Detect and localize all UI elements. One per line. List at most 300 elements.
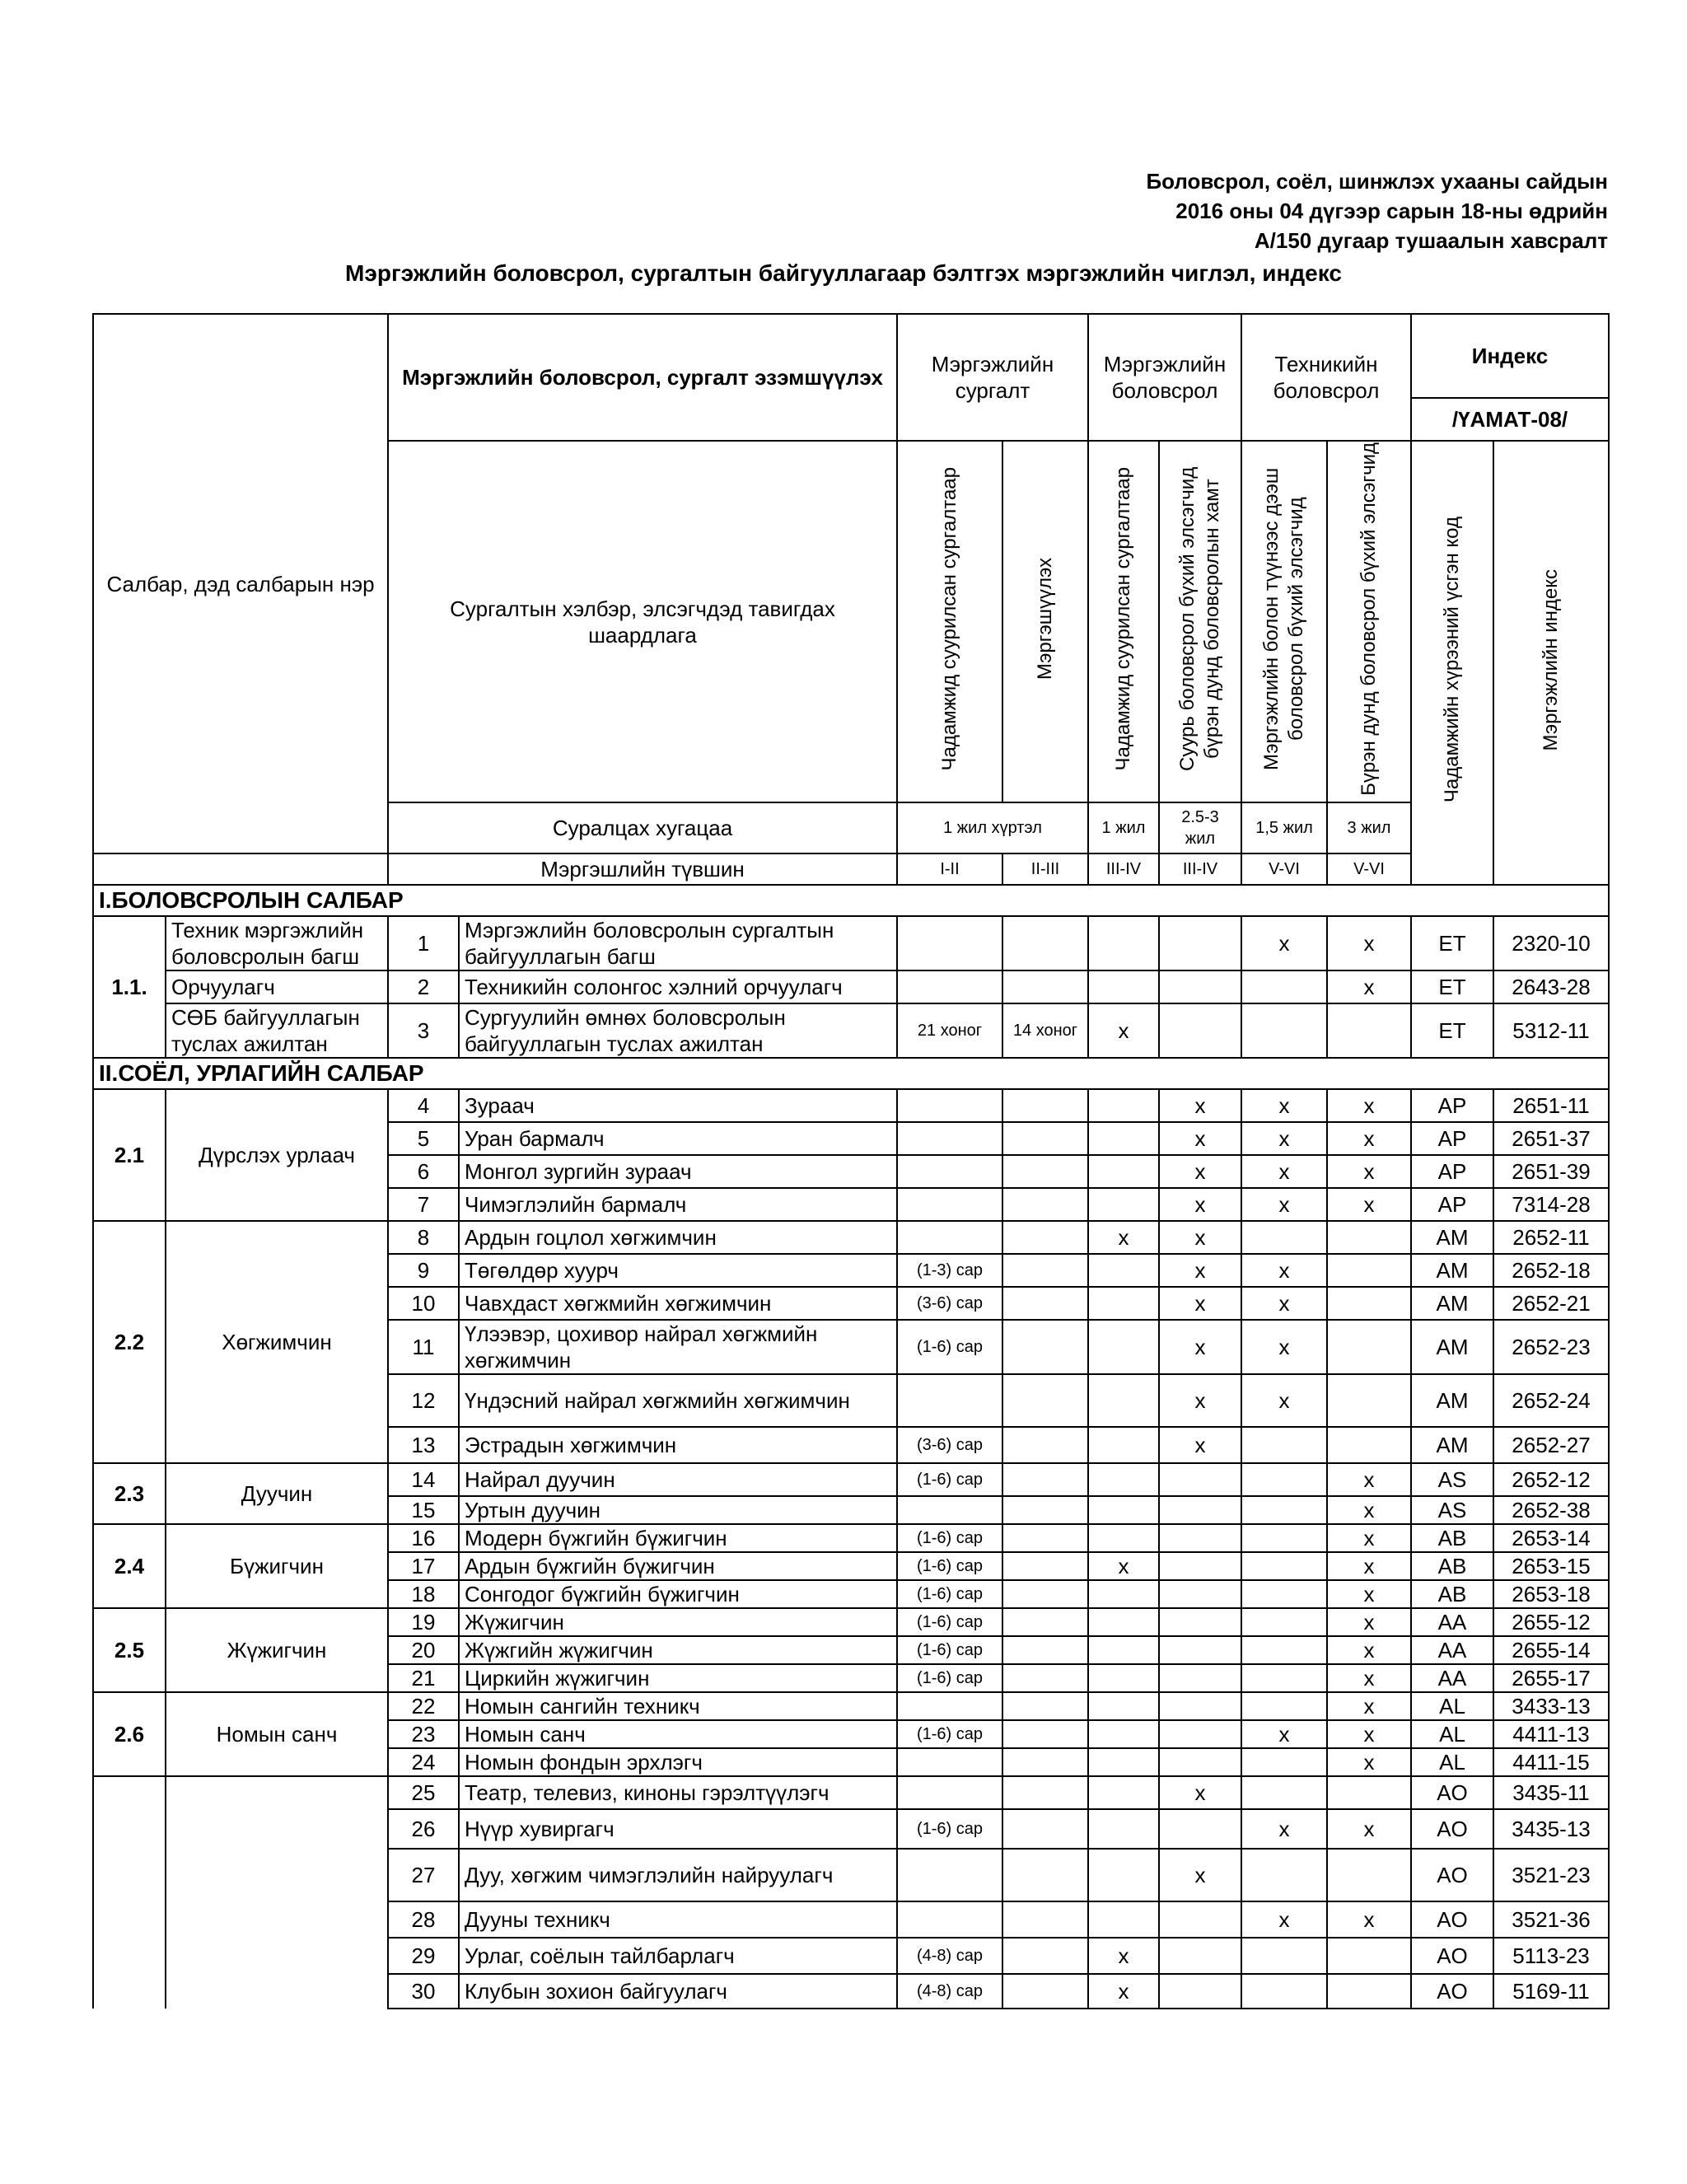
cell-c3 xyxy=(1088,1748,1159,1776)
profession-name: Уртын дуучин xyxy=(459,1496,897,1524)
cell-c3: x xyxy=(1088,1552,1159,1580)
cell-c2 xyxy=(1002,1974,1088,2009)
row-number: 2 xyxy=(388,970,459,1003)
profession-name: Театр, телевиз, киноны гэрэлтүүлэгч xyxy=(459,1776,897,1809)
row-number: 30 xyxy=(388,1974,459,2009)
row-number: 27 xyxy=(388,1849,459,1901)
cell-c1 xyxy=(897,916,1002,970)
letter-code: AO xyxy=(1411,1974,1493,2009)
cell-c6 xyxy=(1327,1849,1411,1901)
cell-c5: x xyxy=(1241,1188,1327,1221)
profession-name: Жүжгийн жүжигчин xyxy=(459,1636,897,1664)
cell-c6: x xyxy=(1327,1748,1411,1776)
row-number: 28 xyxy=(388,1901,459,1938)
profession-name: Найрал дуучин xyxy=(459,1463,897,1496)
prof-index: 2652-23 xyxy=(1493,1320,1609,1374)
cell-c1: (1-6) сар xyxy=(897,1608,1002,1636)
header-level-2: II-III xyxy=(1002,853,1088,885)
cell-c2 xyxy=(1002,1320,1088,1374)
cell-c6 xyxy=(1327,1003,1411,1058)
cell-c6: x xyxy=(1327,1580,1411,1608)
cell-c1: (1-6) сар xyxy=(897,1552,1002,1580)
cell-c4 xyxy=(1159,916,1241,970)
section-header: I.БОЛОВСРОЛЫН САЛБАР xyxy=(93,885,1609,916)
letter-code: AS xyxy=(1411,1496,1493,1524)
cell-c1: (3-6) сар xyxy=(897,1287,1002,1320)
cell-c4 xyxy=(1159,970,1241,1003)
cell-c5 xyxy=(1241,970,1327,1003)
cell-c5: x xyxy=(1241,1287,1327,1320)
table-row xyxy=(93,1463,1609,1496)
header-col-professional-edu: Мэргэжлийн болон түүнээс дээш боловсрол бүхий элсэгчид xyxy=(1241,441,1327,802)
cell-c5 xyxy=(1241,1849,1327,1901)
cell-c2 xyxy=(1002,1938,1088,1974)
prof-index: 2643-28 xyxy=(1493,970,1609,1003)
cell-c5 xyxy=(1241,1974,1327,2009)
header-level-label: Мэргэшлийн түвшин xyxy=(388,853,897,885)
cell-c5 xyxy=(1241,1427,1327,1463)
letter-code: AB xyxy=(1411,1524,1493,1552)
cell-c1 xyxy=(897,1221,1002,1254)
cell-c1 xyxy=(897,1374,1002,1427)
header-level-4: III-IV xyxy=(1159,853,1241,885)
letter-code: AM xyxy=(1411,1221,1493,1254)
cell-c6: x xyxy=(1327,1608,1411,1636)
cell-c3 xyxy=(1088,1089,1159,1122)
group-code: 2.4 xyxy=(93,1524,166,1608)
row-number: 9 xyxy=(388,1254,459,1287)
header-prof-acquisition: Мэргэжлийн боловсрол, сургалт эзэмшүүлэх xyxy=(388,314,897,441)
cell-c4: x xyxy=(1159,1188,1241,1221)
cell-c3 xyxy=(1088,1849,1159,1901)
cell-c6: x xyxy=(1327,1188,1411,1221)
cell-c4: x xyxy=(1159,1254,1241,1287)
cell-c2 xyxy=(1002,1122,1088,1155)
cell-c5 xyxy=(1241,1608,1327,1636)
cell-c5: x xyxy=(1241,1901,1327,1938)
cell-c3 xyxy=(1088,1901,1159,1938)
row-number: 16 xyxy=(388,1524,459,1552)
profession-name: Техникийн солонгос хэлний орчуулагч xyxy=(459,970,897,1003)
header-col-letter-code: Чадамжийн хүрээний үсгэн код xyxy=(1411,441,1493,885)
header-group-technical: Техникийн боловсрол xyxy=(1241,314,1411,441)
cell-c1 xyxy=(897,970,1002,1003)
cell-c2 xyxy=(1002,1580,1088,1608)
profession-name: Чавхдаст хөгжмийн хөгжимчин xyxy=(459,1287,897,1320)
letter-code: AL xyxy=(1411,1692,1493,1720)
profession-name: Сургуулийн өмнөх боловсролын байгууллагын туслах ажилтан xyxy=(459,1003,897,1058)
letter-code: ET xyxy=(1411,1003,1493,1058)
cell-c5 xyxy=(1241,1221,1327,1254)
cell-c3 xyxy=(1088,1664,1159,1692)
prof-index: 2652-11 xyxy=(1493,1221,1609,1254)
letter-code: AO xyxy=(1411,1809,1493,1849)
row-number: 22 xyxy=(388,1692,459,1720)
cell-c2 xyxy=(1002,1692,1088,1720)
cell-c4: x xyxy=(1159,1122,1241,1155)
group-name: Дуучин xyxy=(166,1463,388,1524)
cell-c4 xyxy=(1159,1901,1241,1938)
header-col-prof-index: Мэргэжлийн индекс xyxy=(1493,441,1609,885)
cell-c4 xyxy=(1159,1720,1241,1748)
prof-index: 5169-11 xyxy=(1493,1974,1609,2009)
cell-c1: (4-8) сар xyxy=(897,1974,1002,2009)
cell-c2 xyxy=(1002,1849,1088,1901)
cell-c1: (4-8) сар xyxy=(897,1938,1002,1974)
group-name: Жүжигчин xyxy=(166,1608,388,1692)
row-number: 20 xyxy=(388,1636,459,1664)
header-line-1: Боловсрол, соёл, шинжлэх ухааны сайдын xyxy=(1146,169,1608,194)
row-number: 6 xyxy=(388,1155,459,1188)
subsector-name: СӨБ байгууллагын туслах ажилтан xyxy=(166,1003,388,1058)
letter-code: AO xyxy=(1411,1776,1493,1809)
letter-code: AB xyxy=(1411,1552,1493,1580)
group-name: Хөгжимчин xyxy=(166,1221,388,1463)
cell-c4 xyxy=(1159,1692,1241,1720)
cell-c6 xyxy=(1327,1287,1411,1320)
cell-c1 xyxy=(897,1496,1002,1524)
cell-c4 xyxy=(1159,1938,1241,1974)
profession-name: Сонгодог бүжгийн бүжигчин xyxy=(459,1580,897,1608)
row-number: 4 xyxy=(388,1089,459,1122)
cell-c1: (1-6) сар xyxy=(897,1580,1002,1608)
header-duration-4: 2.5-3 жил xyxy=(1159,802,1241,853)
prof-index: 3433-13 xyxy=(1493,1692,1609,1720)
row-number: 26 xyxy=(388,1809,459,1849)
prof-index: 2655-17 xyxy=(1493,1664,1609,1692)
cell-c4: x xyxy=(1159,1155,1241,1188)
prof-index: 2652-12 xyxy=(1493,1463,1609,1496)
cell-c6: x xyxy=(1327,970,1411,1003)
cell-c4 xyxy=(1159,1974,1241,2009)
cell-c5 xyxy=(1241,1938,1327,1974)
cell-c6 xyxy=(1327,1320,1411,1374)
row-number: 24 xyxy=(388,1748,459,1776)
row-number: 12 xyxy=(388,1374,459,1427)
profession-name: Номын фондын эрхлэгч xyxy=(459,1748,897,1776)
prof-index: 2651-39 xyxy=(1493,1155,1609,1188)
header-col-competency-voc: Чадамжид суурилсан сургалтаар xyxy=(1088,441,1159,802)
prof-index: 3521-23 xyxy=(1493,1849,1609,1901)
profession-name: Клубын зохион байгуулагч xyxy=(459,1974,897,2009)
profession-name: Нүүр хувиргагч xyxy=(459,1809,897,1849)
group-code: 2.3 xyxy=(93,1463,166,1524)
cell-c3 xyxy=(1088,1720,1159,1748)
cell-c5 xyxy=(1241,1524,1327,1552)
table-row xyxy=(93,1003,1609,1058)
header-duration-label: Суралцах хугацаа xyxy=(388,802,897,853)
prof-index: 2652-38 xyxy=(1493,1496,1609,1524)
prof-index: 2652-18 xyxy=(1493,1254,1609,1287)
header-form: Сургалтын хэлбэр, элсэгчдэд тавигдах шаардлага xyxy=(388,441,897,802)
cell-c4: x xyxy=(1159,1221,1241,1254)
prof-index: 3435-13 xyxy=(1493,1809,1609,1849)
header-group-vocational: Мэргэжлийн боловсрол xyxy=(1088,314,1241,441)
group-name-empty xyxy=(166,1776,388,2009)
cell-c3 xyxy=(1088,1188,1159,1221)
cell-c2 xyxy=(1002,1524,1088,1552)
group-code-empty xyxy=(93,1776,166,2009)
profession-name: Урлаг, соёлын тайлбарлагч xyxy=(459,1938,897,1974)
cell-c6: x xyxy=(1327,1809,1411,1849)
cell-c6 xyxy=(1327,1938,1411,1974)
letter-code: AP xyxy=(1411,1089,1493,1122)
cell-c3 xyxy=(1088,1608,1159,1636)
prof-index: 2652-21 xyxy=(1493,1287,1609,1320)
cell-c4: x xyxy=(1159,1427,1241,1463)
cell-c4 xyxy=(1159,1809,1241,1849)
cell-c3 xyxy=(1088,1155,1159,1188)
header-duration-5: 1,5 жил xyxy=(1241,802,1327,853)
row-number: 23 xyxy=(388,1720,459,1748)
cell-c5 xyxy=(1241,1003,1327,1058)
group-code: 2.5 xyxy=(93,1608,166,1692)
header-level-5: V-VI xyxy=(1241,853,1327,885)
cell-c5: x xyxy=(1241,1374,1327,1427)
cell-c4 xyxy=(1159,1496,1241,1524)
cell-c2 xyxy=(1002,1636,1088,1664)
cell-c4: x xyxy=(1159,1089,1241,1122)
prof-index: 2653-15 xyxy=(1493,1552,1609,1580)
cell-c2 xyxy=(1002,1287,1088,1320)
row-number: 3 xyxy=(388,1003,459,1058)
cell-c6: x xyxy=(1327,1089,1411,1122)
cell-c1 xyxy=(897,1748,1002,1776)
cell-c2 xyxy=(1002,1809,1088,1849)
profession-name: Эстрадын хөгжимчин xyxy=(459,1427,897,1463)
cell-c1: 21 хоног xyxy=(897,1003,1002,1058)
cell-c5: x xyxy=(1241,1155,1327,1188)
table-row xyxy=(93,1221,1609,1254)
cell-c6: x xyxy=(1327,1720,1411,1748)
prof-index: 2320-10 xyxy=(1493,916,1609,970)
cell-c4 xyxy=(1159,1664,1241,1692)
letter-code: AM xyxy=(1411,1320,1493,1374)
cell-c5 xyxy=(1241,1552,1327,1580)
profession-name: Номын сангийн техникч xyxy=(459,1692,897,1720)
header-level-3: III-IV xyxy=(1088,853,1159,885)
letter-code: AP xyxy=(1411,1122,1493,1155)
cell-c4: x xyxy=(1159,1374,1241,1427)
row-number: 19 xyxy=(388,1608,459,1636)
profession-name: Модерн бүжгийн бүжигчин xyxy=(459,1524,897,1552)
cell-c3: x xyxy=(1088,1003,1159,1058)
cell-c1: (1-6) сар xyxy=(897,1524,1002,1552)
cell-c1: (1-6) сар xyxy=(897,1320,1002,1374)
cell-c3 xyxy=(1088,1374,1159,1427)
cell-c3 xyxy=(1088,970,1159,1003)
cell-c6: x xyxy=(1327,1901,1411,1938)
row-number: 11 xyxy=(388,1320,459,1374)
cell-c1: (1-6) сар xyxy=(897,1463,1002,1496)
profession-index-table xyxy=(92,313,1610,2009)
letter-code: AO xyxy=(1411,1849,1493,1901)
profession-name: Үндэсний найрал хөгжмийн хөгжимчин xyxy=(459,1374,897,1427)
cell-c4: x xyxy=(1159,1320,1241,1374)
cell-c1 xyxy=(897,1901,1002,1938)
subsector-name: Орчуулагч xyxy=(166,970,388,1003)
cell-c6: x xyxy=(1327,916,1411,970)
cell-c2 xyxy=(1002,1776,1088,1809)
letter-code: AA xyxy=(1411,1636,1493,1664)
table-row xyxy=(93,1608,1609,1636)
cell-c3 xyxy=(1088,1524,1159,1552)
profession-name: Номын санч xyxy=(459,1720,897,1748)
profession-name: Чимэглэлийн бармалч xyxy=(459,1188,897,1221)
letter-code: ET xyxy=(1411,916,1493,970)
table-row xyxy=(93,1692,1609,1720)
cell-c3 xyxy=(1088,1692,1159,1720)
cell-c5: x xyxy=(1241,916,1327,970)
cell-c1 xyxy=(897,1155,1002,1188)
cell-c6: x xyxy=(1327,1552,1411,1580)
cell-c6 xyxy=(1327,1374,1411,1427)
group-name: Дүрслэх урлаач xyxy=(166,1089,388,1221)
letter-code: ET xyxy=(1411,970,1493,1003)
cell-c3 xyxy=(1088,1320,1159,1374)
prof-index: 3435-11 xyxy=(1493,1776,1609,1809)
group-code: 2.1 xyxy=(93,1089,166,1221)
cell-c2 xyxy=(1002,1608,1088,1636)
table-row xyxy=(93,1776,1609,1809)
group-code: 2.6 xyxy=(93,1692,166,1776)
cell-c6: x xyxy=(1327,1496,1411,1524)
prof-index: 2655-14 xyxy=(1493,1636,1609,1664)
prof-index: 5113-23 xyxy=(1493,1938,1609,1974)
cell-c1: (1-6) сар xyxy=(897,1809,1002,1849)
cell-c1: (1-6) сар xyxy=(897,1636,1002,1664)
profession-name: Ардын бүжгийн бүжигчин xyxy=(459,1552,897,1580)
cell-c2 xyxy=(1002,1664,1088,1692)
cell-c5 xyxy=(1241,1664,1327,1692)
header-duration-1: 1 жил хүртэл xyxy=(897,802,1088,853)
prof-index: 2651-37 xyxy=(1493,1122,1609,1155)
cell-c6 xyxy=(1327,1974,1411,2009)
cell-c3 xyxy=(1088,1496,1159,1524)
prof-index: 2652-27 xyxy=(1493,1427,1609,1463)
cell-c2 xyxy=(1002,1188,1088,1221)
cell-c1 xyxy=(897,1188,1002,1221)
letter-code: AP xyxy=(1411,1188,1493,1221)
row-number: 5 xyxy=(388,1122,459,1155)
letter-code: AL xyxy=(1411,1748,1493,1776)
row-number: 7 xyxy=(388,1188,459,1221)
header-index-code: /ҮАМАТ-08/ xyxy=(1411,398,1609,441)
table-row xyxy=(93,970,1609,1003)
cell-c5: x xyxy=(1241,1320,1327,1374)
cell-c2 xyxy=(1002,1089,1088,1122)
row-number: 18 xyxy=(388,1580,459,1608)
cell-c2 xyxy=(1002,1427,1088,1463)
cell-c1 xyxy=(897,1849,1002,1901)
prof-index: 2653-18 xyxy=(1493,1580,1609,1608)
cell-c4 xyxy=(1159,1748,1241,1776)
cell-c5 xyxy=(1241,1580,1327,1608)
letter-code: AS xyxy=(1411,1463,1493,1496)
document-header xyxy=(1146,166,1608,255)
cell-c6: x xyxy=(1327,1463,1411,1496)
cell-c6: x xyxy=(1327,1122,1411,1155)
cell-c6 xyxy=(1327,1776,1411,1809)
letter-code: AM xyxy=(1411,1427,1493,1463)
profession-name: Үлээвэр, цохивор найрал хөгжмийн хөгжимчин xyxy=(459,1320,897,1374)
cell-c3 xyxy=(1088,1122,1159,1155)
letter-code: AO xyxy=(1411,1901,1493,1938)
profession-name: Дууны техникч xyxy=(459,1901,897,1938)
group-code: 2.2 xyxy=(93,1221,166,1463)
cell-c6: x xyxy=(1327,1664,1411,1692)
cell-c5 xyxy=(1241,1463,1327,1496)
cell-c2 xyxy=(1002,916,1088,970)
prof-index: 4411-15 xyxy=(1493,1748,1609,1776)
cell-c1 xyxy=(897,1122,1002,1155)
prof-index: 4411-13 xyxy=(1493,1720,1609,1748)
cell-c3 xyxy=(1088,1254,1159,1287)
prof-index: 7314-28 xyxy=(1493,1188,1609,1221)
prof-index: 2652-24 xyxy=(1493,1374,1609,1427)
cell-c5 xyxy=(1241,1748,1327,1776)
profession-name: Дуу, хөгжим чимэглэлийн найруулагч xyxy=(459,1849,897,1901)
header-sector: Салбар, дэд салбарын нэр xyxy=(93,314,388,853)
cell-c5 xyxy=(1241,1776,1327,1809)
group-name: Номын санч xyxy=(166,1692,388,1776)
row-number: 8 xyxy=(388,1221,459,1254)
header-col-specialization: Мэргэшүүлэх xyxy=(1002,441,1088,802)
row-number: 17 xyxy=(388,1552,459,1580)
cell-c3 xyxy=(1088,1809,1159,1849)
header-group-index: Индекс xyxy=(1411,314,1609,398)
row-number: 25 xyxy=(388,1776,459,1809)
letter-code: AA xyxy=(1411,1608,1493,1636)
cell-c2 xyxy=(1002,1748,1088,1776)
cell-c5: x xyxy=(1241,1809,1327,1849)
row-number: 14 xyxy=(388,1463,459,1496)
letter-code: AM xyxy=(1411,1374,1493,1427)
profession-name: Ардын гоцлол хөгжимчин xyxy=(459,1221,897,1254)
profession-name: Мэргэжлийн боловсролын сургалтын байгууллагын багш xyxy=(459,916,897,970)
row-number: 15 xyxy=(388,1496,459,1524)
cell-c3 xyxy=(1088,1776,1159,1809)
prof-index: 2653-14 xyxy=(1493,1524,1609,1552)
profession-name: Монгол зургийн зураач xyxy=(459,1155,897,1188)
prof-index: 3521-36 xyxy=(1493,1901,1609,1938)
letter-code: AL xyxy=(1411,1720,1493,1748)
letter-code: AM xyxy=(1411,1254,1493,1287)
table-row xyxy=(93,916,1609,970)
cell-c6 xyxy=(1327,1221,1411,1254)
cell-c3: x xyxy=(1088,1221,1159,1254)
cell-c6: x xyxy=(1327,1155,1411,1188)
cell-c2 xyxy=(1002,1374,1088,1427)
cell-c4 xyxy=(1159,1003,1241,1058)
header-duration-6: 3 жил xyxy=(1327,802,1411,853)
cell-c1 xyxy=(897,1692,1002,1720)
profession-name: Циркийн жүжигчин xyxy=(459,1664,897,1692)
header-col-competency: Чадамжид суурилсан сургалтаар xyxy=(897,441,1002,802)
cell-c2 xyxy=(1002,1552,1088,1580)
cell-c2 xyxy=(1002,1254,1088,1287)
cell-c4: x xyxy=(1159,1287,1241,1320)
cell-c3 xyxy=(1088,1427,1159,1463)
cell-c3: x xyxy=(1088,1974,1159,2009)
cell-c5 xyxy=(1241,1636,1327,1664)
cell-c3 xyxy=(1088,916,1159,970)
cell-c2 xyxy=(1002,1901,1088,1938)
cell-c1: (3-6) сар xyxy=(897,1427,1002,1463)
cell-c5: x xyxy=(1241,1122,1327,1155)
cell-c1 xyxy=(897,1776,1002,1809)
row-number: 21 xyxy=(388,1664,459,1692)
